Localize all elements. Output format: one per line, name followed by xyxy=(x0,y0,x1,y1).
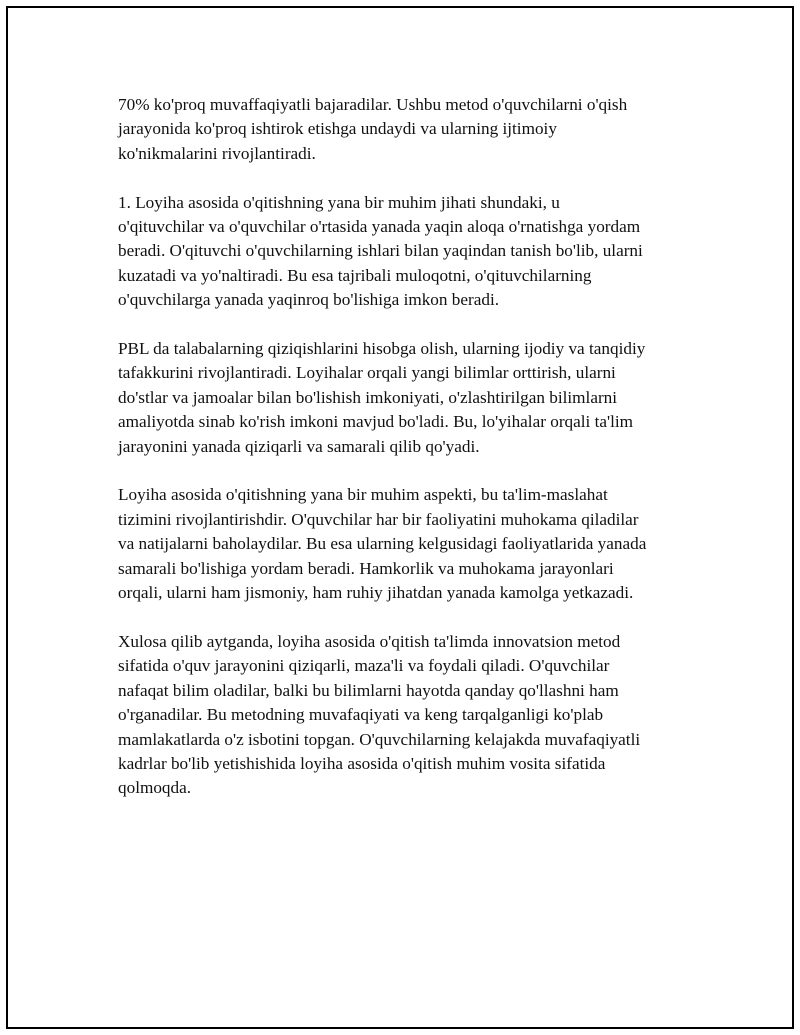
text-line: amaliyotda sinab ko'rish imkoni mavjud bo'ladi. Bu, lo'yihalar orqali ta'lim xyxy=(118,412,634,432)
text-line: sifatida o'quv jarayonini qiziqarli, maza'li va foydali qiladi. O'quvchilar xyxy=(118,656,610,676)
text-line: o'rganadilar. Bu metodning muvafaqiyati va keng tarqalganligi ko'plab xyxy=(118,705,604,725)
text-line: samarali bo'lishiga yordam beradi. Hamkorlik va muhokama jarayonlari xyxy=(118,558,614,578)
text-line: o'qituvchilar va o'quvchilar o'rtasida yanada yaqin aloqa o'rnatishga yordam xyxy=(118,217,641,237)
text-line: nafaqat bilim oladilar, balki bu bilimlarni hayotda qanday qo'llashni ham xyxy=(118,680,619,700)
text-line: Loyiha asosida o'qitishning yana bir muhim aspekti, bu ta'lim-maslahat xyxy=(118,485,608,505)
text-line: o'quvchilarga yanada yaqinroq bo'lishiga imkon beradi. xyxy=(118,290,500,310)
text-line: 70% ko'proq muvaffaqiyatli bajaradilar. Ushbu metod o'quvchilarni o'qish xyxy=(118,95,628,114)
paragraph-2 xyxy=(118,191,698,313)
text-line: kadrlar bo'lib yetishishida loyiha asosida o'qitish muhim vosita sifatida xyxy=(118,753,606,773)
text-line: 1. Loyiha asosida o'qitishning yana bir muhim jihati shundaki, u xyxy=(118,192,560,212)
text-line: kuzatadi va yo'naltiradi. Bu esa tajribali muloqotni, o'qituvchilarning xyxy=(118,265,592,285)
paragraph-3 xyxy=(118,337,698,459)
document-body xyxy=(118,93,698,825)
text-line: beradi. O'qituvchi o'quvchilarning ishlari bilan yaqindan tanish bo'lib, ularni xyxy=(118,241,643,261)
text-line: mamlakatlarda o'z isbotini topgan. O'quvchilarning kelajakda muvafaqiyatli xyxy=(118,729,641,749)
text-line: ko'nikmalarini rivojlantiradi. xyxy=(118,143,316,163)
text-line: va natijalarni baholaydilar. Bu esa ularning kelgusidagi faoliyatlarida yanada xyxy=(118,534,647,554)
paragraph-4 xyxy=(118,483,698,605)
paragraph-5 xyxy=(118,630,698,801)
paragraph-1 xyxy=(118,93,698,166)
text-line: jarayonida ko'proq ishtirok etishga undaydi va ularning ijtimoiy xyxy=(118,119,557,139)
text-line: PBL da talabalarning qiziqishlarini hisobga olish, ularning ijodiy va tanqidiy xyxy=(118,339,646,359)
text-line: tizimini rivojlantirishdir. O'quvchilar har bir faoliyatini muhokama qiladilar xyxy=(118,509,639,529)
text-line: qolmoqda. xyxy=(118,778,192,798)
text-line: Xulosa qilib aytganda, loyiha asosida o'qitish ta'limda innovatsion metod xyxy=(118,631,621,651)
text-line: orqali, ularni ham jismoniy, ham ruhiy jihatdan yanada kamolga yetkazadi. xyxy=(118,583,634,603)
text-line: tafakkurini rivojlantiradi. Loyihalar orqali yangi bilimlar orttirish, ularni xyxy=(118,363,616,383)
text-line: do'stlar va jamoalar bilan bo'lishish imkoniyati, o'zlashtirilgan bilimlarni xyxy=(118,387,618,407)
text-line: jarayonini yanada qiziqarli va samarali qilib qo'yadi. xyxy=(118,436,480,456)
